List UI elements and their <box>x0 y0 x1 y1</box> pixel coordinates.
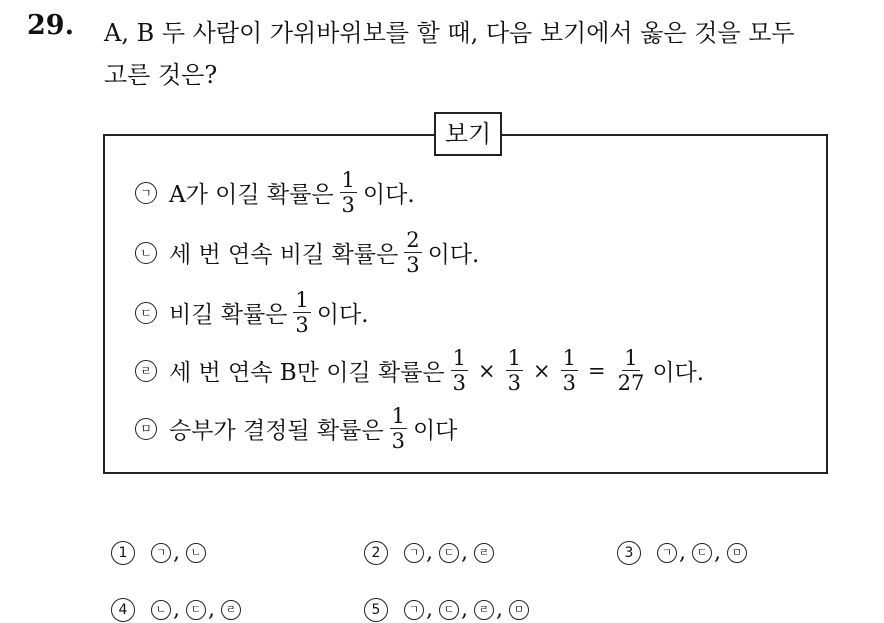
question-number: 29. <box>27 10 74 41</box>
answer-choice-3[interactable]: 3 ㄱ , ㄷ , ㅁ <box>617 540 747 565</box>
choice-mark: ㄷ <box>186 600 206 620</box>
fraction <box>616 346 647 395</box>
fraction-numerator: 2 <box>406 228 420 252</box>
fraction-denominator: 3 <box>507 371 521 395</box>
example-item-a <box>135 168 415 217</box>
choice-mark: ㄹ <box>221 600 241 620</box>
item-text: 승부가 결정될 확률은 <box>169 418 384 444</box>
item-suffix: 이다. <box>652 360 705 386</box>
answer-choice-1[interactable]: 1 ㄱ , ㄴ <box>111 540 206 565</box>
item-text: 비길 확률은 <box>169 302 288 328</box>
question-text-line-2: 고른 것은? <box>104 61 218 89</box>
fraction-denominator: 27 <box>617 371 645 395</box>
fraction <box>340 168 357 217</box>
item-suffix: 이다 <box>412 418 458 444</box>
equals-sign: = <box>587 358 606 383</box>
choice-mark: ㄴ <box>186 543 206 563</box>
fraction-denominator: 3 <box>295 313 309 337</box>
fraction-numerator: 1 <box>295 288 309 312</box>
fraction-numerator: 1 <box>341 168 355 192</box>
choice-mark: ㄹ <box>474 600 494 620</box>
item-suffix: 이다. <box>362 182 415 208</box>
item-text: 세 번 연속 B만 이길 확률은 <box>169 360 445 386</box>
choice-mark: ㄴ <box>151 600 171 620</box>
choice-mark: ㄷ <box>439 600 459 620</box>
fraction-numerator: 1 <box>562 346 576 370</box>
choice-mark: ㄱ <box>151 543 171 563</box>
choice-mark: ㄷ <box>692 543 712 563</box>
fraction <box>506 346 523 395</box>
item-suffix: 이다. <box>427 242 480 268</box>
choice-mark: ㄷ <box>439 543 459 563</box>
item-text: 세 번 연속 비길 확률은 <box>169 242 399 268</box>
fraction-denominator: 3 <box>452 371 467 395</box>
item-text: A가 이길 확률은 <box>169 182 334 208</box>
example-item-c <box>135 288 369 337</box>
item-marker: ㄴ <box>135 242 157 264</box>
choice-number: 5 <box>364 598 388 622</box>
fraction-numerator: 1 <box>624 346 638 370</box>
example-item-d <box>135 346 704 395</box>
item-suffix: 이다. <box>316 302 369 328</box>
answer-choice-2[interactable]: 2 ㄱ , ㄷ , ㄹ <box>364 540 494 565</box>
example-box <box>103 120 828 474</box>
choice-number: 3 <box>617 541 641 565</box>
item-marker: ㄷ <box>135 302 157 324</box>
choice-mark: ㄱ <box>657 543 677 563</box>
question-text-line-1: A, B 두 사람이 가위바위보를 할 때, 다음 보기에서 옳은 것을 모두 <box>104 19 795 47</box>
fraction-numerator: 1 <box>391 404 405 428</box>
fraction-numerator: 1 <box>507 346 521 370</box>
fraction-denominator: 3 <box>562 371 576 395</box>
fraction-denominator: 3 <box>406 253 420 277</box>
fraction <box>293 288 310 337</box>
fraction <box>404 228 421 277</box>
answer-choice-4[interactable]: 4 ㄴ , ㄷ , ㄹ <box>111 597 241 622</box>
item-marker: ㄹ <box>135 360 157 382</box>
fraction-denominator: 3 <box>341 193 355 217</box>
fraction <box>451 346 468 395</box>
choice-mark: ㅁ <box>509 600 529 620</box>
choice-number: 2 <box>364 541 388 565</box>
choice-number: 1 <box>111 541 135 565</box>
choice-mark: ㄱ <box>404 543 424 563</box>
item-marker: ㄱ <box>135 182 157 204</box>
choice-mark: ㄱ <box>404 600 424 620</box>
example-item-e <box>135 404 457 453</box>
choice-mark: ㄹ <box>474 543 494 563</box>
example-item-b <box>135 228 479 277</box>
choice-mark: ㅁ <box>727 543 747 563</box>
times-sign: × <box>478 358 496 383</box>
times-sign: × <box>533 358 551 383</box>
fraction-numerator: 1 <box>452 346 467 370</box>
answer-choice-5[interactable]: 5 ㄱ , ㄷ , ㄹ , ㅁ <box>364 597 529 622</box>
item-marker: ㅁ <box>135 418 157 440</box>
fraction <box>390 404 407 453</box>
choice-number: 4 <box>111 598 135 622</box>
example-box-title: 보기 <box>434 112 502 156</box>
fraction <box>561 346 578 395</box>
fraction-denominator: 3 <box>391 429 405 453</box>
